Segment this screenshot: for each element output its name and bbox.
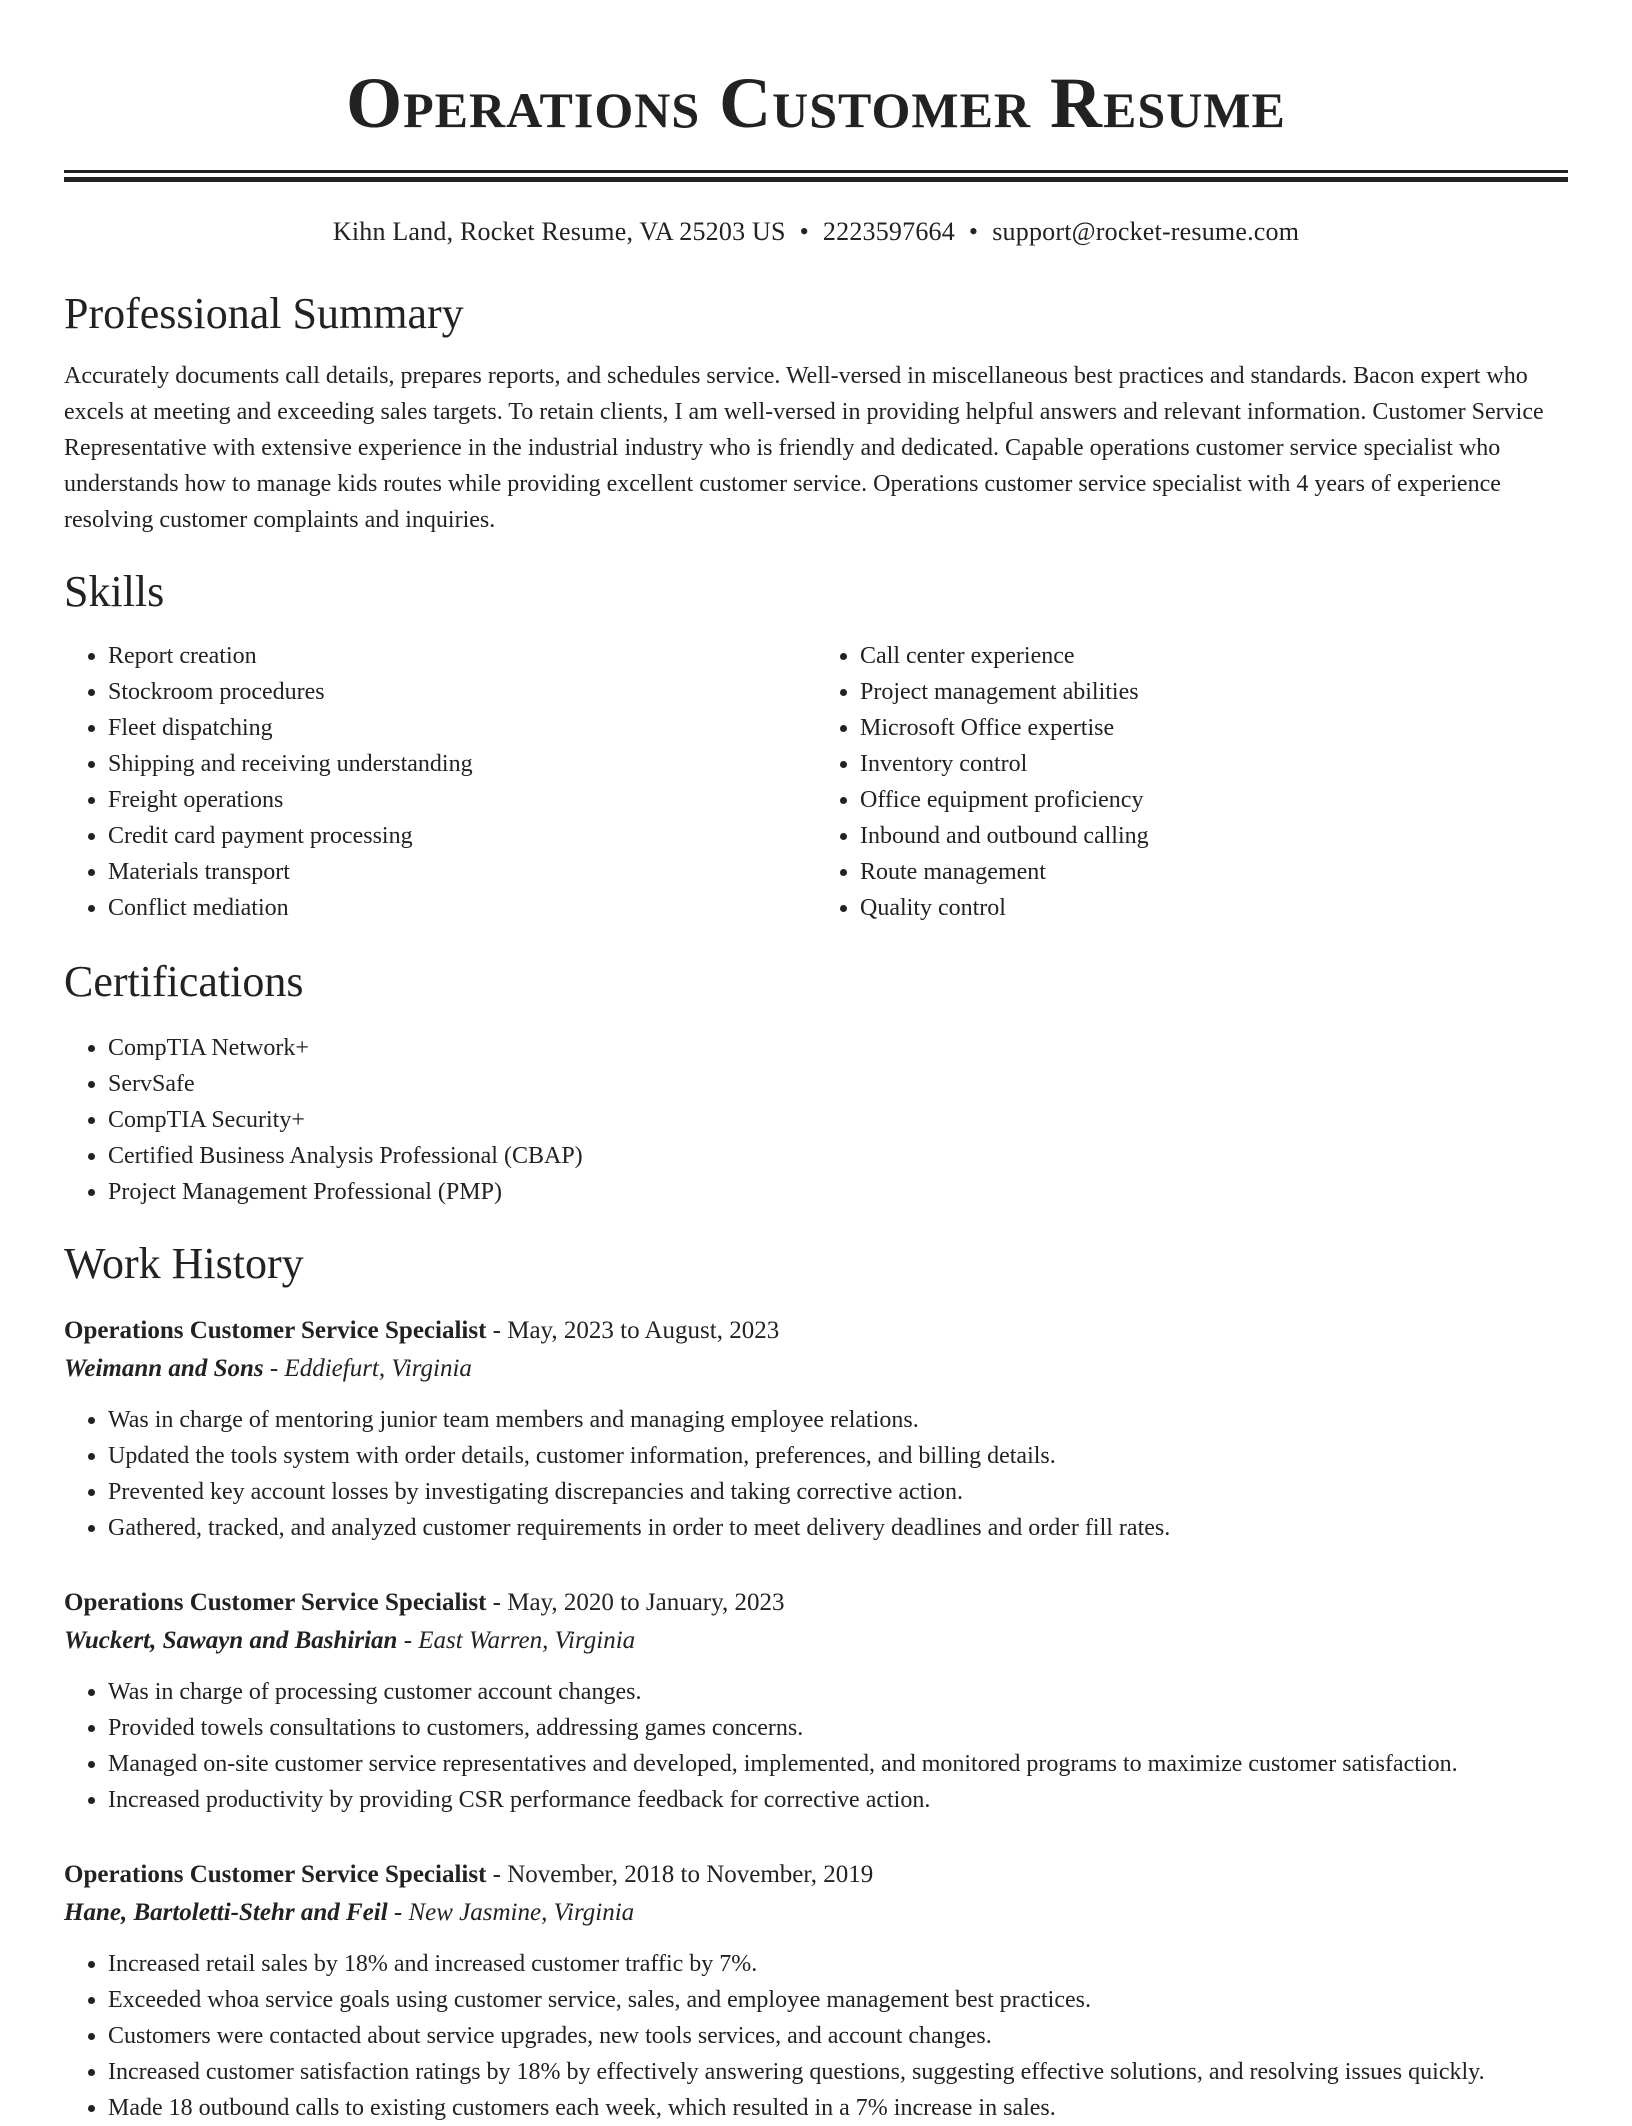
job-company: Hane, Bartoletti-Stehr and Feil <box>64 1899 388 1926</box>
certifications-heading: Certifications <box>64 957 304 1006</box>
certifications-section <box>64 954 1568 1210</box>
job-company-line <box>64 1894 1568 1932</box>
skill-item: • Call center experience <box>860 638 1568 674</box>
certifications-list <box>64 1030 1568 1210</box>
certification-item: • CompTIA Network+ <box>108 1030 1568 1066</box>
job-location: - New Jasmine, Virginia <box>387 1899 635 1926</box>
job-dates: - May, 2023 to August, 2023 <box>486 1317 780 1344</box>
skills-columns <box>64 638 1568 926</box>
skill-item: • Inventory control <box>860 746 1568 782</box>
skill-item: • Credit card payment processing <box>108 818 816 854</box>
job-location: - East Warren, Virginia <box>397 1627 636 1654</box>
contact-address: Kihn Land, Rocket Resume, VA 25203 US <box>332 217 786 246</box>
job-company: Wuckert, Sawayn and Bashirian <box>64 1627 398 1654</box>
job-title-line <box>64 1584 1568 1622</box>
job-company-line <box>64 1622 1568 1660</box>
job-bullet: • Was in charge of mentoring junior team members and managing employee relations. <box>108 1402 1568 1438</box>
skill-item: • Microsoft Office expertise <box>860 710 1568 746</box>
skills-list-left <box>64 638 816 926</box>
job-company-line <box>64 1350 1568 1388</box>
skill-item: • Project management abilities <box>860 674 1568 710</box>
job-bullet: • Was in charge of processing customer account changes. <box>108 1674 1568 1710</box>
skill-item: • Shipping and receiving understanding <box>108 746 816 782</box>
skill-item: • Fleet dispatching <box>108 710 816 746</box>
work-history-section <box>64 1236 1568 2126</box>
job-bullet: • Exceeded whoa service goals using customer service, sales, and employee management best practices. <box>108 1982 1568 2018</box>
summary-heading: Professional Summary <box>64 289 464 338</box>
contact-email: support@rocket-resume.com <box>992 217 1300 246</box>
job-bullet: • Updated the tools system with order details, customer information, preferences, and billing details. <box>108 1438 1568 1474</box>
skills-heading: Skills <box>64 567 165 616</box>
contact-separator: • <box>799 217 809 246</box>
job-bullet: • Managed on-site customer service representatives and developed, implemented, and monitored programs to maximize customer satisfaction. <box>108 1746 1568 1782</box>
work-history-heading: Work History <box>64 1239 304 1288</box>
job-bullet: • Made 18 outbound calls to existing customers each week, which resulted in a 7% increase in sales. <box>108 2090 1568 2126</box>
certification-item: • Certified Business Analysis Professional (CBAP) <box>108 1138 1568 1174</box>
job-role: Operations Customer Service Specialist <box>64 1589 487 1616</box>
skill-item: • Route management <box>860 854 1568 890</box>
skill-item: • Conflict mediation <box>108 890 816 926</box>
job-dates: - November, 2018 to November, 2019 <box>486 1861 874 1888</box>
job-location: - Eddiefurt, Virginia <box>263 1355 472 1382</box>
job-bullet: • Increased retail sales by 18% and increased customer traffic by 7%. <box>108 1946 1568 1982</box>
job-bullets <box>64 1674 1568 1818</box>
contact-phone: 2223597664 <box>822 217 955 246</box>
job-bullet: • Prevented key account losses by investigating discrepancies and taking corrective action. <box>108 1474 1568 1510</box>
skill-item: • Inbound and outbound calling <box>860 818 1568 854</box>
title-divider <box>64 170 1568 182</box>
job-bullet: • Provided towels consultations to customers, addressing games concerns. <box>108 1710 1568 1746</box>
job-bullet: • Increased customer satisfaction ratings by 18% by effectively answering questions, suggesting effective solutions, and resolving issues quickly. <box>108 2054 1568 2090</box>
job-bullet: • Customers were contacted about service upgrades, new tools services, and account changes. <box>108 2018 1568 2054</box>
job-entry <box>64 1584 1568 1818</box>
job-role: Operations Customer Service Specialist <box>64 1861 487 1888</box>
summary-text: Accurately documents call details, prepares reports, and schedules service. Well-versed in miscellaneous best practices and standards. Bacon expert who excels at meeting and exceeding sales targets. To retain clients, I am well-versed in providing helpful answers and relevant information. Customer Service Representative with extensive experience in the industrial industry who is friendly and dedicated. Capable operations customer service specialist who understands how to manage kids routes while providing excellent customer service. Operations customer service specialist with 4 years of experience resolving customer complaints and inquiries. <box>64 363 1544 533</box>
summary-section <box>64 286 1568 538</box>
certification-item: • Project Management Professional (PMP) <box>108 1174 1568 1210</box>
job-dates: - May, 2020 to January, 2023 <box>486 1589 785 1616</box>
certification-item: • CompTIA Security+ <box>108 1102 1568 1138</box>
job-bullets <box>64 1402 1568 1546</box>
skill-item: • Quality control <box>860 890 1568 926</box>
job-bullet: • Increased productivity by providing CSR performance feedback for corrective action. <box>108 1782 1568 1818</box>
job-company: Weimann and Sons <box>64 1355 264 1382</box>
contact-line <box>64 216 1568 248</box>
job-entry <box>64 1856 1568 2126</box>
skill-item: • Office equipment proficiency <box>860 782 1568 818</box>
skill-item: • Stockroom procedures <box>108 674 816 710</box>
skill-item: • Materials transport <box>108 854 816 890</box>
job-bullets <box>64 1946 1568 2126</box>
resume-page <box>64 0 1568 2126</box>
job-bullet: • Gathered, tracked, and analyzed customer requirements in order to meet delivery deadlines and order fill rates. <box>108 1510 1568 1546</box>
skills-list-right <box>816 638 1568 926</box>
job-title-line <box>64 1312 1568 1350</box>
job-entry <box>64 1312 1568 1546</box>
contact-separator: • <box>968 217 979 246</box>
skills-section <box>64 564 1568 926</box>
job-role: Operations Customer Service Specialist <box>64 1317 487 1344</box>
certification-item: • ServSafe <box>108 1066 1568 1102</box>
skill-item: • Freight operations <box>108 782 816 818</box>
resume-title: Operations Customer Resume <box>346 63 1286 143</box>
skill-item: • Report creation <box>108 638 816 674</box>
job-title-line <box>64 1856 1568 1894</box>
